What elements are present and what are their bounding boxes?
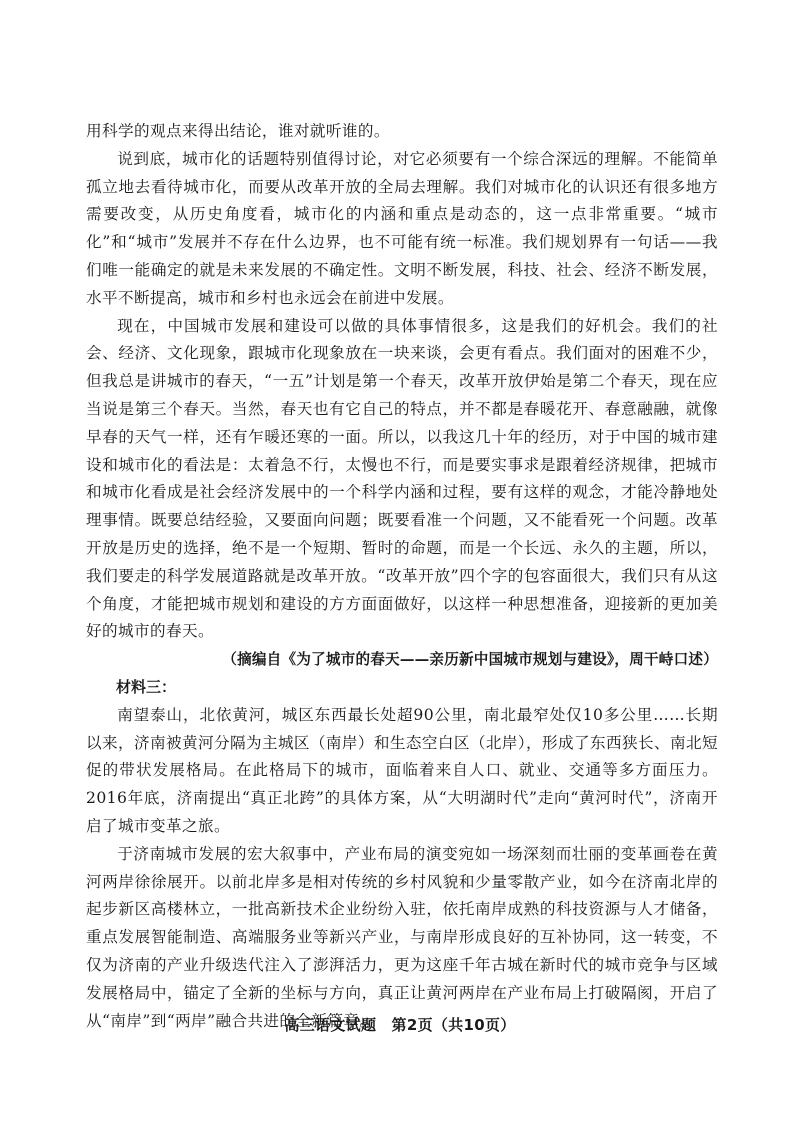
exam-page-body (86, 118, 718, 1035)
material2-paragraph-continued: 用科学的观点来得出结论，谁对就听谁的。 (86, 122, 390, 140)
material2-paragraph-spring: 现在，中国城市发展和建设可以做的具体事情很多，这是我们的好机会。我们的社会、经济、文化现象，跟城市化现象放在一块来谈，会更有看点。我们面对的困难不少，但我总是讲城市的春天，“一五”计划是第一个春天，改革开放伊始是第二个春天，现在应当说是第三个春天。当然，春天也有它自己的特点，并不都是春暖花开、春意融融，就像早春的天气一样，还有乍暖还寒的一面。所以，以我这几十年的经历，对于中国的城市建设和城市化的看法是：太着急不行，太慢也不行，而是要实事求是跟着经济规律，把城市和城市化看成是社会经济发展中的一个科学内涵和过程，要有这样的观念，才能冷静地处理事情。既要总结经验，又要面向问题；既要看准一个问题，又不能看死一个问题。改革开放是历史的选择，绝不是一个短期、暂时的命题，而是一个长远、永久的主题，所以，我们要走的科学发展道路就是改革开放。“改革开放”四个字的包容面很大，我们只有从这个角度，才能把城市规划和建设的方方面面做好，以这样一种思想准备，迎接新的更加美好的城市的春天。 (86, 316, 718, 641)
page-footer: 高三语文试题 第2页（共10页） (284, 1016, 516, 1034)
material3-paragraph-jinan-layout: 南望泰山，北依黄河，城区东西最长处超90公里，南北最窄处仅10多公里……长期以来，济南被黄河分隔为主城区（南岸）和生态空白区（北岸），形成了东西狭长、南北短促的带状发展格局。在此格局下的城市，面临着来自人口、就业、交通等多方面压力。2016年底，济南提出“真正北跨”的具体方案，从“大明湖时代”走向“黄河时代”，济南开启了城市变革之旅。 (86, 705, 718, 835)
material3-heading: 材料三： (116, 677, 177, 696)
material2-source-citation: （摘编自《为了城市的春天——亲历新中国城市规划与建设》，周干峙口述） (222, 651, 718, 669)
material2-paragraph-urbanization: 说到底，城市化的话题特别值得讨论，对它必须要有一个综合深远的理解。不能简单孤立地去看待城市化，而要从改革开放的全局去理解。我们对城市化的认识还有很多地方需要改变，从历史角度看，城市化的内涵和重点是动态的，这一点非常重要。“城市化”和“城市”发展并不存在什么边界，也不可能有统一标准。我们规划界有一句话——我们唯一能确定的就是未来发展的不确定性。文明不断发展，科技、社会、经济不断发展，水平不断提高，城市和乡村也永远会在前进中发展。 (86, 149, 718, 307)
material3-paragraph-industry: 于济南城市发展的宏大叙事中，产业布局的演变宛如一场深刻而壮丽的变革画卷在黄河两岸徐徐展开。以前北岸多是相对传统的乡村风貌和少量零散产业，如今在济南北岸的起步新区高楼林立，一批高新技术企业纷纷入驻，依托南岸成熟的科技资源与人才储备，重点发展智能制造、高端服务业等新兴产业，与南岸形成良好的互补协同，这一转变，不仅为济南的产业升级迭代注入了澎湃活力，更为这座千年古城在新时代的城市竞争与区域发展格局中，锚定了全新的坐标与方向，真正让黄河两岸在产业布局上打破隔阂，开启了从“南岸”到“两岸”融合共进的全新篇章。 (86, 844, 718, 1030)
